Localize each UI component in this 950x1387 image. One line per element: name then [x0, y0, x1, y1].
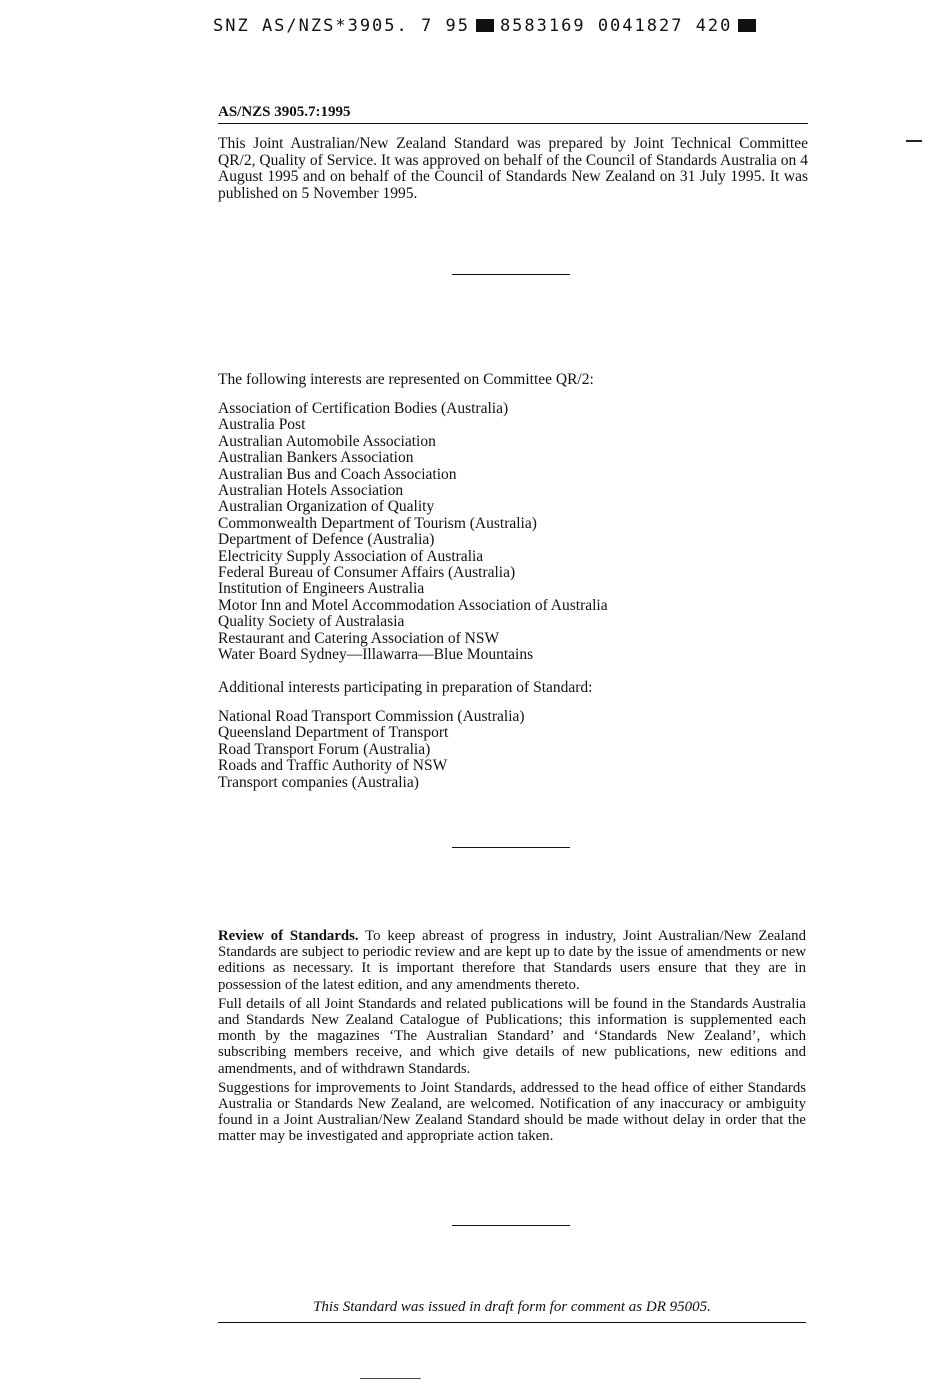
preparation-statement: This Joint Australian/New Zealand Standard was prepared by Joint Technical Committee QR/2, Quality of Service. It was approved on behalf of the Council of Standards Australia on 4 August 1995 and on behalf of the Council of Standards New Zealand on 31 July 1995. It was published on 5 November 1995. — [218, 135, 808, 202]
committee-intro: The following interests are represented on Committee QR/2: — [218, 371, 594, 388]
catalogue-code-header — [213, 16, 762, 36]
list-item: Quality Society of Australasia — [218, 613, 405, 631]
scan-artifact — [360, 1378, 420, 1379]
scan-artifact — [906, 140, 922, 142]
list-item: Association of Certification Bodies (Australia) — [218, 400, 509, 417]
list-item: Motor Inn and Motel Accommodation Association of Australia — [218, 596, 608, 614]
section-divider — [452, 847, 570, 848]
list-item: Road Transport Forum (Australia) — [218, 740, 431, 758]
committee-member-list — [218, 401, 608, 664]
list-item: Australian Bus and Coach Association — [218, 465, 457, 483]
list-item: Restaurant and Catering Association of NSW — [218, 629, 500, 647]
list-item: Australian Automobile Association — [218, 432, 436, 450]
catalogue-code-part2: 8583169 0041827 420 — [499, 16, 733, 36]
review-paragraph-3: Suggestions for improvements to Joint Standards, addressed to the head office of either Standards Australia or Standards New Zealand, are welcomed. Notification of any inaccuracy or ambiguity found in a Joint Australian/New Zealand Standard should be made without delay in order that the matter may be investigated and appropriate action taken. — [218, 1079, 806, 1145]
additional-interests-list — [218, 709, 525, 791]
document-id: AS/NZS 3905.7:1995 — [218, 104, 808, 124]
list-item: Australian Hotels Association — [218, 482, 404, 500]
section-divider — [452, 1225, 570, 1226]
additional-interests-intro: Additional interests participating in preparation of Standard: — [218, 679, 593, 696]
list-item: National Road Transport Commission (Australia) — [218, 708, 525, 725]
list-item: Australian Bankers Association — [218, 449, 414, 467]
list-item: Queensland Department of Transport — [218, 724, 449, 742]
barcode-block-mark — [476, 19, 494, 32]
list-item: Australian Organization of Quality — [218, 498, 435, 516]
draft-issue-note: This Standard was issued in draft form for comment as DR 95005. — [218, 1299, 806, 1323]
list-item: Institution of Engineers Australia — [218, 580, 425, 598]
list-item: Federal Bureau of Consumer Affairs (Australia) — [218, 564, 516, 582]
section-divider — [452, 274, 570, 275]
list-item: Commonwealth Department of Tourism (Australia) — [218, 514, 537, 532]
list-item: Transport companies (Australia) — [218, 773, 419, 791]
list-item: Department of Defence (Australia) — [218, 531, 435, 549]
list-item: Water Board Sydney—Illawarra—Blue Mountains — [218, 646, 534, 664]
catalogue-code-part1: SNZ AS/NZS*3905. 7 95 — [213, 16, 470, 36]
review-of-standards-section — [218, 928, 806, 1148]
review-heading: Review of Standards. — [218, 928, 359, 944]
review-paragraph-2: Full details of all Joint Standards and related publications will be found in the Standards Australia and Standards New Zealand Catalogue of Publications; this information is supplemented each month by the magazines ‘The Australian Standard’ and ‘Standards New Zealand’, which subscribing members receive, and which give details of new publications, new editions and amendments, and of withdrawn Standards. — [218, 995, 806, 1077]
review-paragraph-1 — [218, 928, 806, 993]
list-item: Electricity Supply Association of Australia — [218, 547, 484, 565]
list-item: Australia Post — [218, 416, 306, 434]
barcode-block-mark — [738, 19, 756, 32]
review-text-1: To keep abreast of progress in industry, Joint Australian/New Zealand Standards are subject to periodic review and are kept up to date by the issue of amendments or new editions as necessary. It is important therefore that Standards users ensure that they are in possession of the latest edition, and any amendments thereto. — [218, 928, 806, 993]
list-item: Roads and Traffic Authority of NSW — [218, 757, 448, 775]
